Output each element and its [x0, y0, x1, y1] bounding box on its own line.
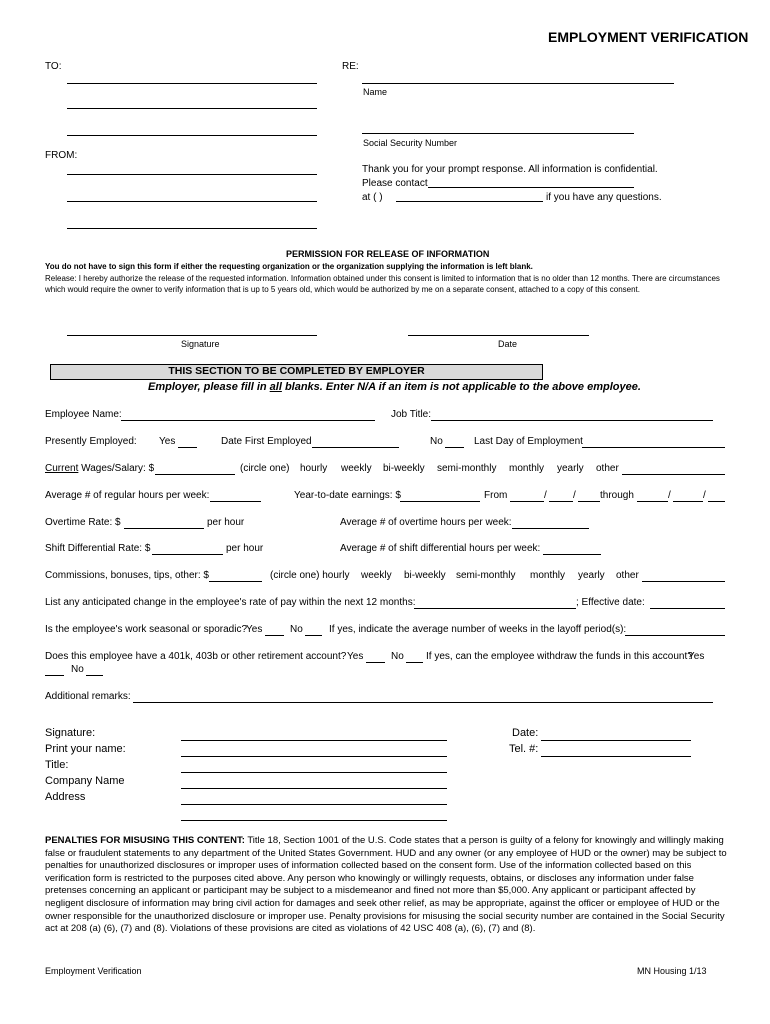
from-line-2[interactable] [67, 201, 317, 202]
avg-shift-label: Average # of shift differential hours per week: [340, 543, 541, 554]
thanks-text: Thank you for your prompt response. All information is confidential. [362, 164, 658, 175]
ssn-caption: Social Security Number [363, 138, 458, 148]
title-field[interactable] [181, 772, 447, 773]
from-line-1[interactable] [67, 174, 317, 175]
print-name-field[interactable] [181, 756, 447, 757]
remarks-label: Additional remarks: [45, 691, 131, 702]
withdraw-label: If yes, can the employee withdraw the funds in this account? [426, 651, 693, 662]
company-field[interactable] [181, 788, 447, 789]
date-first-employed-field[interactable] [312, 447, 399, 448]
shift-per-hour: per hour [226, 543, 264, 554]
consent-date-line[interactable] [408, 335, 589, 336]
comm-weekly[interactable]: weekly [361, 570, 392, 581]
anticipated-field[interactable] [414, 608, 576, 609]
withdraw-yes-label: Yes [688, 651, 705, 662]
avg-shift-field[interactable] [543, 554, 601, 555]
job-title-label: Job Title: [391, 409, 432, 420]
tel-field[interactable] [541, 756, 691, 757]
from-slash-1: / [544, 490, 547, 501]
avg-ot-field[interactable] [512, 528, 589, 529]
comm-monthly[interactable]: monthly [530, 570, 566, 581]
employee-name-field[interactable] [121, 420, 375, 421]
to-label: TO: [45, 61, 62, 72]
from-date-label: From [484, 490, 508, 501]
questions-text: if you have any questions. [546, 192, 662, 203]
seasonal-if-label: If yes, indicate the average number of weeks in the layoff period(s): [329, 624, 627, 635]
permission-bold-line: You do not have to sign this form if either the requesting organization or the organization supplying the information is left blank. [45, 262, 533, 271]
wages-circle-one: (circle one) [240, 463, 290, 474]
from-month-field[interactable] [510, 501, 544, 502]
effective-date-field[interactable] [650, 608, 725, 609]
tel-label: Tel. #: [509, 743, 539, 755]
re-name-line[interactable] [362, 83, 674, 84]
employer-date-label: Date: [512, 727, 539, 739]
contact-label: Please contact [362, 178, 428, 189]
wages-hourly[interactable]: hourly [300, 463, 328, 474]
print-name-label: Print your name: [45, 743, 126, 755]
last-day-label: Last Day of Employment [474, 436, 583, 447]
job-title-field[interactable] [431, 420, 713, 421]
at-label: at ( ) [362, 192, 383, 203]
seasonal-yes-field[interactable] [265, 635, 284, 636]
sig-label: Signature: [45, 727, 96, 739]
re-label: RE: [342, 61, 359, 72]
ot-per-hour: per hour [207, 517, 245, 528]
employed-yes-field[interactable] [178, 447, 197, 448]
wages-label: Current Wages/Salary: $ [45, 463, 155, 474]
through-year-field[interactable] [708, 501, 725, 502]
wages-semimonthly[interactable]: semi-monthly [437, 463, 497, 474]
retirement-label: Does this employee have a 401k, 403b or other retirement account? [45, 651, 347, 662]
employer-section-title: THIS SECTION TO BE COMPLETED BY EMPLOYER [168, 365, 425, 377]
to-line-3[interactable] [67, 135, 317, 136]
withdraw-yes-field[interactable] [45, 675, 64, 676]
title-label: Title: [45, 759, 69, 771]
retirement-no-label: No [391, 651, 404, 662]
wages-yearly[interactable]: yearly [557, 463, 584, 474]
ytd-label: Year-to-date earnings: $ [294, 490, 401, 501]
seasonal-yes-label: Yes [246, 624, 263, 635]
commissions-circle-one: (circle one) hourly [270, 570, 350, 581]
seasonal-label: Is the employee's work seasonal or sporadic? [45, 624, 248, 635]
from-day-field[interactable] [549, 501, 573, 502]
from-year-field[interactable] [578, 501, 600, 502]
commissions-field[interactable] [209, 581, 262, 582]
employer-signature-field[interactable] [181, 740, 447, 741]
comm-biweekly[interactable]: bi-weekly [404, 570, 446, 581]
employer-date-field[interactable] [541, 740, 691, 741]
employer-instructions: Employer, please fill in all blanks. Enter N/A if an item is not applicable to the above employee. [148, 381, 641, 393]
avg-hours-field[interactable] [210, 501, 261, 502]
to-line-1[interactable] [67, 83, 317, 84]
consent-signature-line[interactable] [67, 335, 317, 336]
through-day-field[interactable] [673, 501, 703, 502]
shift-rate-field[interactable] [152, 554, 223, 555]
last-day-field[interactable] [582, 447, 725, 448]
through-label: through [600, 490, 634, 501]
date-first-employed-label: Date First Employed [221, 436, 312, 447]
wages-other[interactable]: other [596, 463, 619, 474]
permission-heading: PERMISSION FOR RELEASE OF INFORMATION [286, 249, 490, 259]
employed-yes-label: Yes [159, 436, 176, 447]
comm-yearly[interactable]: yearly [578, 570, 605, 581]
wages-biweekly[interactable]: bi-weekly [383, 463, 425, 474]
through-slash-1: / [668, 490, 671, 501]
ssn-line[interactable] [362, 133, 634, 134]
commissions-label: Commissions, bonuses, tips, other: $ [45, 570, 209, 581]
from-line-3[interactable] [67, 228, 317, 229]
retirement-yes-label: Yes [347, 651, 364, 662]
layoff-weeks-field[interactable] [625, 635, 725, 636]
comm-semimonthly[interactable]: semi-monthly [456, 570, 516, 581]
shift-rate-label: Shift Differential Rate: $ [45, 543, 151, 554]
from-slash-2: / [573, 490, 576, 501]
ot-rate-field[interactable] [124, 528, 204, 529]
effective-date-label: ; Effective date: [576, 597, 645, 608]
footer-left: Employment Verification [45, 966, 142, 976]
contact-line[interactable] [428, 187, 634, 188]
wages-monthly[interactable]: monthly [509, 463, 545, 474]
employed-no-label: No [430, 436, 443, 447]
page-title: EMPLOYMENT VERIFICATION [548, 29, 749, 45]
seasonal-no-field[interactable] [305, 635, 322, 636]
ot-rate-label: Overtime Rate: $ [45, 517, 121, 528]
seasonal-no-label: No [290, 624, 303, 635]
remarks-field[interactable] [133, 702, 713, 703]
wages-other-field[interactable] [622, 474, 725, 475]
avg-ot-label: Average # of overtime hours per week: [340, 517, 512, 528]
from-label: FROM: [45, 150, 78, 161]
anticipated-label: List any anticipated change in the employee's rate of pay within the next 12 months: [45, 597, 416, 608]
comm-other-field[interactable] [642, 581, 725, 582]
address-field-2[interactable] [181, 820, 447, 821]
comm-other[interactable]: other [616, 570, 639, 581]
wages-field[interactable] [155, 474, 235, 475]
release-text: Release: I hereby authorize the release of the requested information. Information obtained under this consent is limited to information that is no older than 12 months. There are circumstances which would require the owner to verify information that is up to 5 years old, which would be authorized by me on a separate consent, attached to a copy of this consent. [45, 274, 720, 294]
penalties-paragraph: PENALTIES FOR MISUSING THIS CONTENT: Title 18, Section 1001 of the U.S. Code states that a person is guilty of a felony for knowingly and willingly making false or fraudulent statements to any department of the United States Government. HUD and any owner (or any employee of HUD or the owner) may be subject to penalties for unauthorized disclosures or improper uses of information collected based on the consent form. Use of the information collected based on this verification form is restricted to the purposes cited above. Any person who knowingly or willingly requests, obtains, or discloses any information under false pretenses concerning an applicant or participant may be subject to a misdemeanor and fined not more than $5,000. Any applicant or participant affected by negligent disclosure of information may bring civil action for damages and seek other relief, as may be appropriate, against the officer or employee of HUD or the owner responsible for the unauthorized disclosure or improper use. Penalty provisions for misusing the social security number are contained in the Social Security act at 208 (a) (6), (7) and (8). Violations of these provisions are cited as violations of 42 USC 408 (a), (6), (7) and (8). [45, 835, 727, 935]
address-label: Address [45, 791, 86, 803]
footer-right: MN Housing 1/13 [637, 966, 707, 976]
to-line-2[interactable] [67, 108, 317, 109]
avg-hours-label: Average # of regular hours per week: [45, 490, 210, 501]
employed-no-field[interactable] [445, 447, 464, 448]
withdraw-no-label: No [71, 664, 84, 675]
through-month-field[interactable] [637, 501, 668, 502]
through-slash-2: / [703, 490, 706, 501]
ytd-field[interactable] [400, 501, 480, 502]
address-field-1[interactable] [181, 804, 447, 805]
phone-line[interactable] [396, 201, 543, 202]
name-caption: Name [363, 87, 388, 97]
wages-weekly[interactable]: weekly [341, 463, 372, 474]
retirement-yes-field[interactable] [366, 662, 385, 663]
withdraw-no-field[interactable] [86, 675, 103, 676]
company-label: Company Name [45, 775, 125, 787]
date-caption: Date [498, 339, 518, 349]
presently-employed-label: Presently Employed: [45, 436, 137, 447]
signature-caption: Signature [181, 339, 220, 349]
employee-name-label: Employee Name: [45, 409, 122, 420]
retirement-no-field[interactable] [406, 662, 423, 663]
